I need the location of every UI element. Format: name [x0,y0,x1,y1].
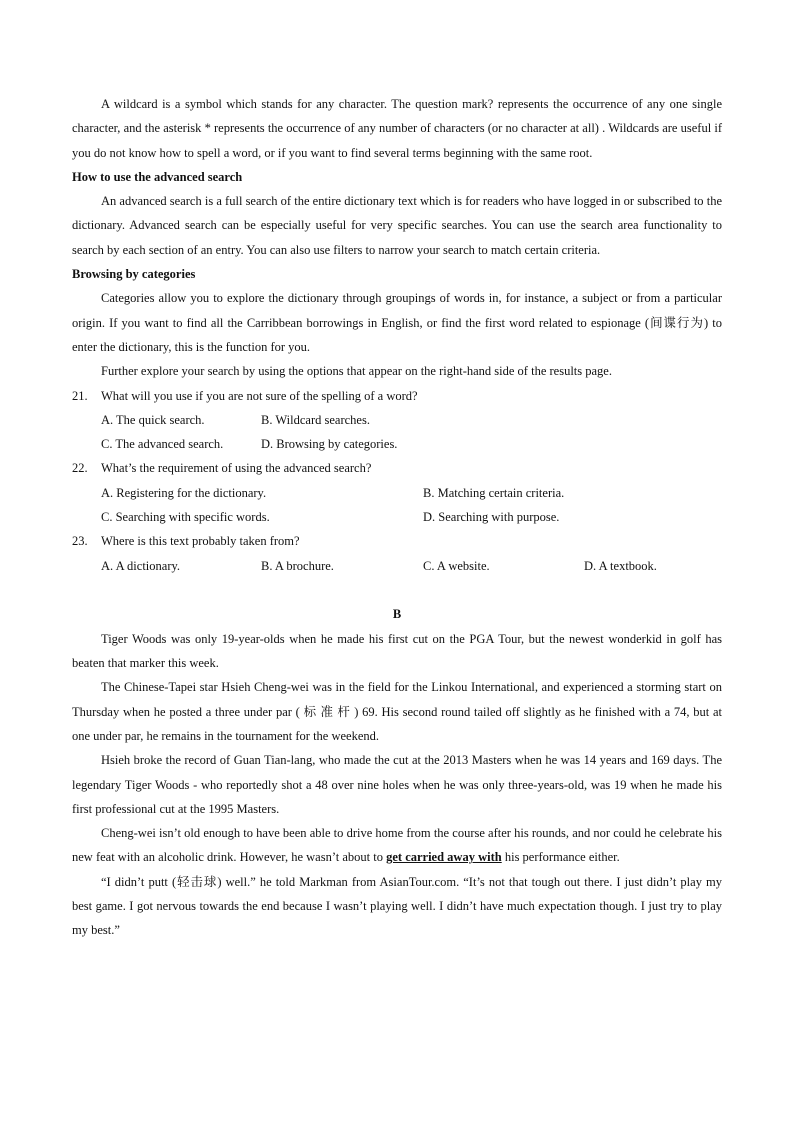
question-22 [72,456,722,480]
question-number: 23. [72,534,88,549]
question-21-options-row-2 [72,432,722,456]
wildcard-paragraph: A wildcard is a symbol which stands for any character. The question mark? represents the occurrence of any one single character, and the asterisk * represents the occurrence of any number of characters (or no character at all) . Wildcards are useful if you do not know how to spell a word, or if you want to find several terms beginning with the same root. [72,97,722,160]
advanced-search-heading: How to use the advanced search [72,169,243,184]
question-number: 22. [72,461,88,476]
option-a: A. Registering for the dictionary. [101,485,267,500]
advanced-search-paragraph: An advanced search is a full search of the entire dictionary text which is for readers who have logged in or subscribed to the dictionary. Advanced search can be especially useful for very specific searches. You can use the search area functionality to search by each section of an entry. You can also use filters to narrow your search to match certain criteria. [72,194,722,257]
question-22-options-row-2 [72,505,722,529]
option-b: B. Wildcard searches. [261,412,370,427]
passage-b-paragraph-1: Tiger Woods was only 19-year-olds when he made his first cut on the PGA Tour, but the newest wonderkid in golf has beaten that marker this week. [72,631,722,671]
section-gap [72,578,722,603]
option-d: D. Browsing by categories. [261,437,398,452]
emphasized-phrase: get carried away with [386,850,502,865]
option-a: A. The quick search. [101,412,205,427]
passage-b-paragraph-4 [72,821,722,870]
question-text: What will you use if you are not sure of the spelling of a word? [101,388,418,403]
paragraph-4-text-start: Cheng-wei isn’t old enough to have been able to drive home from the course after his rounds, and nor could he celebrate his new feat with an alcoholic drink. However, he wasn’t about to [72,826,722,865]
browsing-paragraph: Categories allow you to explore the dictionary through groupings of words in, for instance, a subject or from a particular origin. If you want to find all the Carribbean borrowings in English, or find the first word related to espionage (间谍行为) to enter the dictionary, this is the function for you. [72,291,722,354]
option-c: C. A website. [423,558,490,573]
option-a: A. A dictionary. [101,558,181,573]
question-21 [72,384,722,408]
passage-b-paragraph-3: Hsieh broke the record of Guan Tian-lang, who made the cut at the 2013 Masters when he was 14 years and 169 days. The legendary Tiger Woods - who reportedly shot a 48 over nine holes when he was only three-years-old, was 19 when he made his first professional cut at the 1995 Masters. [72,753,722,816]
question-number: 21. [72,388,88,403]
paragraph-4-text-end: his performance either. [501,850,620,865]
option-c: C. Searching with specific words. [101,510,270,525]
browsing-heading: Browsing by categories [72,267,196,282]
question-text: Where is this text probably taken from? [101,534,300,549]
option-b: B. Matching certain criteria. [423,485,565,500]
question-23 [72,529,722,553]
question-22-options-row-1 [72,481,722,505]
option-b: B. A brochure. [261,558,334,573]
further-explore-paragraph: Further explore your search by using the options that appear on the right-hand side of the results page. [101,364,612,379]
option-d: D. A textbook. [584,558,657,573]
question-21-options-row-1 [72,408,722,432]
passage-b-paragraph-5: “I didn’t putt (轻击球) well.” he told Markman from AsianTour.com. “It’s not that tough out there. I just didn’t play my best game. I got nervous towards the end because I wasn’t playing well. I didn’t have much expectation though. I just try to play my best.” [72,874,722,938]
question-23-options-row [72,554,722,578]
option-d: D. Searching with purpose. [423,510,560,525]
question-text: What’s the requirement of using the advanced search? [101,461,372,476]
passage-b-paragraph-2: The Chinese-Tapei star Hsieh Cheng-wei was in the field for the Linkou International, and experienced a storming start on Thursday when he posted a three under par ( 标 准 杆 ) 69. His second round tailed off slightly as he finished with a 74, but at one under par, he remains in the tournament for the weekend. [72,680,722,743]
option-c: C. The advanced search. [101,437,224,452]
document-page [72,92,722,943]
section-b-label: B [392,607,402,622]
